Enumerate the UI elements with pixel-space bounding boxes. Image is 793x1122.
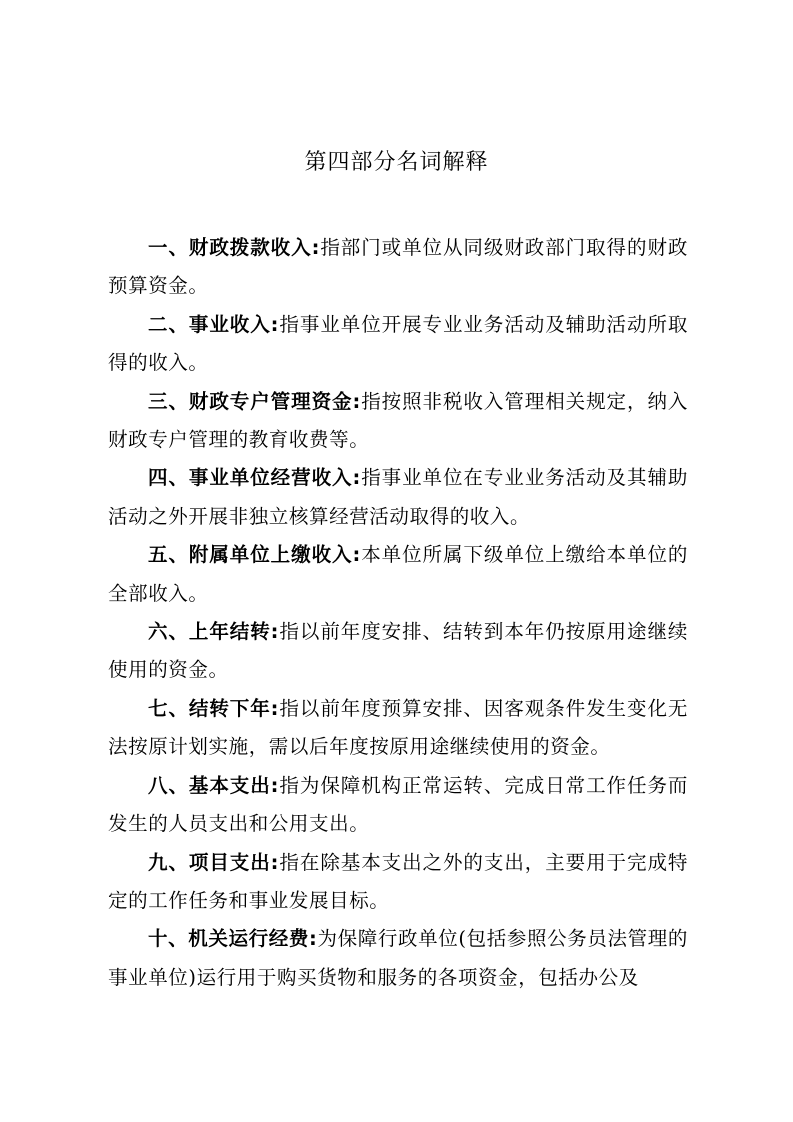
term-definition: 指按照非税收入管理相关规定，纳入财政专户管理的教育收费等。 <box>108 389 688 452</box>
glossary-entry <box>108 536 688 613</box>
term-label: 九、项目支出: <box>148 850 280 874</box>
term-label: 四、事业单位经营收入: <box>148 466 361 490</box>
term-label: 三、财政专户管理资金: <box>148 389 361 413</box>
term-definition: 本单位所属下级单位上缴给本单位的全部收入。 <box>108 543 688 605</box>
glossary-entry <box>108 920 688 997</box>
term-label: 二、事业收入: <box>148 312 280 336</box>
term-definition: 指部门或单位从同级财政部门取得的财政预算资金。 <box>108 236 688 298</box>
glossary-entry <box>108 613 688 690</box>
glossary-entry <box>108 690 688 767</box>
glossary-entry <box>108 844 688 921</box>
term-definition: 为保障行政单位(包括参照公务员法管理的事业单位)运行用于购买货物和服务的各项资金，包括办公及 <box>108 927 688 989</box>
term-definition: 指以前年度预算安排、因客观条件发生变化无法按原计划实施，需以后年度按原用途继续使用的资金。 <box>108 696 688 759</box>
term-label: 十、机关运行经费: <box>148 927 318 951</box>
term-label: 八、基本支出: <box>148 773 280 797</box>
glossary-entry <box>108 459 688 536</box>
term-definition: 指在除基本支出之外的支出，主要用于完成特定的工作任务和事业发展目标。 <box>108 850 688 912</box>
glossary-entry <box>108 383 688 460</box>
glossary-entry <box>108 229 688 306</box>
glossary-entry <box>108 306 688 383</box>
term-definition: 指为保障机构正常运转、完成日常工作任务而发生的人员支出和公用支出。 <box>108 773 688 836</box>
glossary-entry <box>108 767 688 844</box>
page-title: 第四部分名词解释 <box>304 150 489 175</box>
term-label: 六、上年结转: <box>148 620 280 644</box>
term-label: 五、附属单位上缴收入: <box>148 543 361 567</box>
term-definition: 指事业单位在专业业务活动及其辅助活动之外开展非独立核算经营活动取得的收入。 <box>108 466 688 528</box>
term-label: 一、财政拨款收入: <box>148 236 320 259</box>
term-definition: 指以前年度安排、结转到本年仍按原用途继续使用的资金。 <box>108 620 688 682</box>
term-label: 七、结转下年: <box>148 696 280 720</box>
glossary-list <box>108 229 688 997</box>
term-definition: 指事业单位开展专业业务活动及辅助活动所取得的收入。 <box>108 312 688 375</box>
